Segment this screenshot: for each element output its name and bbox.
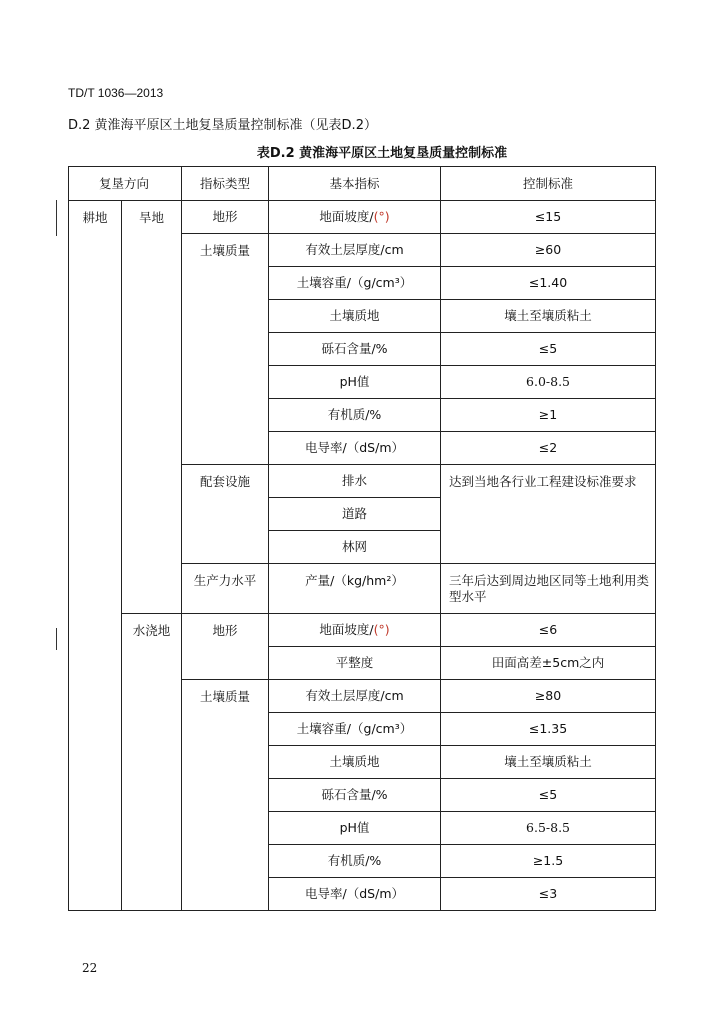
indicator-unit: (°) [373,209,390,224]
indicator-cell: 平整度 [269,647,441,680]
table-title: 表D.2 黄淮海平原区土地复垦质量控制标准 [256,146,508,161]
table-header-row [69,167,656,201]
standard-cell: 壤土至壤质粘土 [441,746,656,779]
indicator-cell: 林网 [269,531,441,564]
quality-standard-table [68,166,656,911]
indicator-cell: pH值 [269,812,441,845]
indicator-type-cell: 土壤质量 [182,234,269,465]
standard-cell: ≥80 [441,680,656,713]
indicator-text: 地面坡度/ [319,622,374,637]
standard-cell: ≤1.40 [441,267,656,300]
standard-cell: ≤2 [441,432,656,465]
indicator-cell: 土壤质地 [269,300,441,333]
indicator-cell [269,201,441,234]
indicator-type-cell: 配套设施 [182,465,269,564]
indicator-cell: 砾石含量/% [269,779,441,812]
standard-cell: 达到当地各行业工程建设标准要求 [441,465,656,564]
section-heading: D.2 黄淮海平原区土地复垦质量控制标准（见表D.2） [68,118,377,133]
standard-cell: ≥1 [441,399,656,432]
indicator-cell: 土壤质地 [269,746,441,779]
land-type-cell: 耕地 [69,201,122,911]
indicator-cell: pH值 [269,366,441,399]
indicator-type-cell: 生产力水平 [182,564,269,614]
indicator-cell: 排水 [269,465,441,498]
standard-cell: ≤6 [441,614,656,647]
table-row [69,614,656,647]
irrigated-cell: 水浇地 [122,614,182,911]
revision-bar [56,628,57,650]
indicator-cell: 砾石含量/% [269,333,441,366]
standard-cell: 壤土至壤质粘土 [441,300,656,333]
page-number: 22 [82,961,98,975]
standard-cell: ≤3 [441,878,656,911]
indicator-cell: 土壤容重/（g/cm³） [269,713,441,746]
indicator-text: 地面坡度/ [319,209,374,224]
indicator-type-cell: 地形 [182,614,269,680]
standard-cell: 6.0-8.5 [441,366,656,399]
indicator-cell [269,614,441,647]
indicator-cell: 有效土层厚度/cm [269,680,441,713]
header-indicator-type: 指标类型 [182,167,269,201]
indicator-cell: 有机质/% [269,399,441,432]
indicator-cell: 电导率/（dS/m） [269,878,441,911]
indicator-type-cell: 土壤质量 [182,680,269,911]
standard-cell: ≤15 [441,201,656,234]
standard-cell: ≤5 [441,779,656,812]
standard-cell: ≤5 [441,333,656,366]
standard-cell: ≥1.5 [441,845,656,878]
standard-code: TD/T 1036—2013 [68,86,164,100]
standard-cell: 6.5-8.5 [441,812,656,845]
header-basic-indicator: 基本指标 [269,167,441,201]
indicator-cell: 产量/（kg/hm²） [269,564,441,614]
header-direction: 复垦方向 [69,167,182,201]
indicator-cell: 电导率/（dS/m） [269,432,441,465]
indicator-unit: (°) [373,622,390,637]
standard-cell: ≥60 [441,234,656,267]
header-control-standard: 控制标准 [441,167,656,201]
standard-cell: ≤1.35 [441,713,656,746]
standard-cell: 三年后达到周边地区同等土地利用类型水平 [441,564,656,614]
indicator-cell: 有效土层厚度/cm [269,234,441,267]
indicator-cell: 土壤容重/（g/cm³） [269,267,441,300]
standard-cell: 田面高差±5cm之内 [441,647,656,680]
table-row [69,201,656,234]
revision-bar [56,200,57,236]
indicator-cell: 道路 [269,498,441,531]
indicator-cell: 有机质/% [269,845,441,878]
indicator-type-cell: 地形 [182,201,269,234]
dryland-cell: 旱地 [122,201,182,614]
